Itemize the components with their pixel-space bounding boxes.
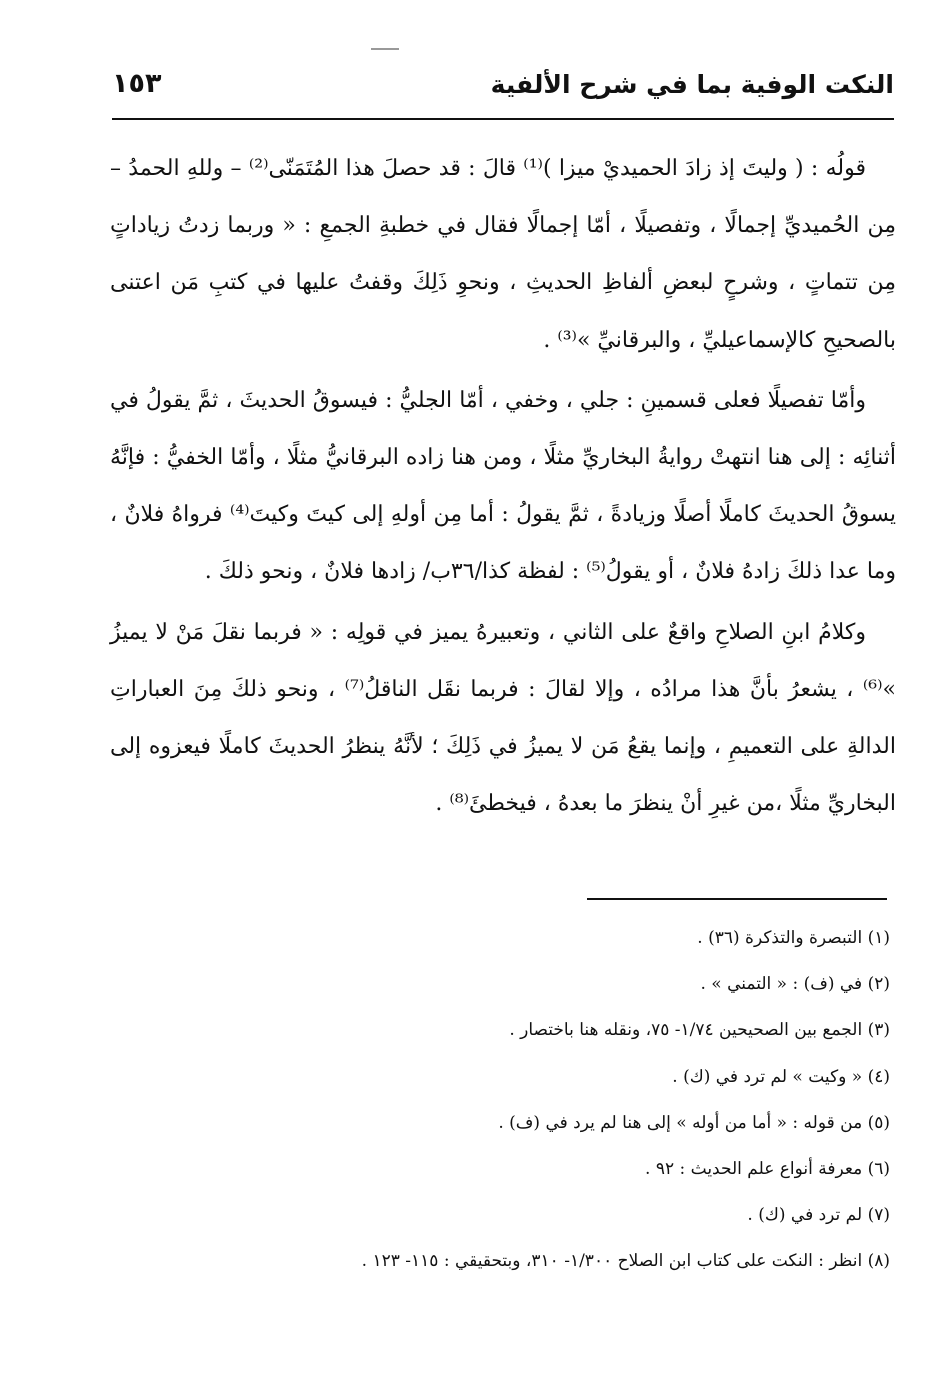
footnote: (٤) « وكيت » لم ترد في (ك) . bbox=[672, 1066, 890, 1087]
main-text bbox=[110, 140, 896, 832]
page-number: ١٥٣ bbox=[112, 68, 162, 99]
footnotes bbox=[120, 915, 890, 1285]
page-header bbox=[112, 62, 894, 112]
page-top-mark bbox=[371, 48, 399, 50]
running-title: النكت الوفية بما في شرح الألفية bbox=[490, 70, 894, 99]
paragraph: وأمّا تفصيلًا فعلى قسمينِ : جلي ، وخفي ، أمّا الجليُّ : فيسوقُ الحديثَ ، ثمَّ يقولُ في أثنائِه : إلى هنا انتهتْ روايةُ البخاريِّ مثلًا ، ومن هنا زاده البرقانيُّ مثلًا ، وأمّا الخفيُّ : فإنَّهُ يسوقُ الحديثَ كاملًا أصلًا وزيادةً ، ثمَّ يقولُ : أما مِن أولهِ إلى كيتَ وكيتَ⁽⁴⁾ فرواهُ فلانٌ ، وما عدا ذلكَ زادهُ فلانٌ ، أو يقولُ⁽⁵⁾ : لفظة كذا/٣٦ب/ زادها فلانٌ ، ونحو ذلكَ . bbox=[110, 387, 897, 585]
footnote: (١) التبصرة والتذكرة (٣٦) . bbox=[697, 928, 890, 948]
footnote: (٨) انظر : النكت على كتاب ابن الصلاح ١/٣٠٠- ٣١٠، وبتحقيقي : ١١٥- ١٢٣ . bbox=[361, 1251, 890, 1272]
footnote: (٣) الجمع بين الصحيحين ١/٧٤- ٧٥، ونقله هنا باختصار . bbox=[509, 1020, 890, 1041]
footnote: (٦) معرفة أنواع علم الحديث : ٩٢ . bbox=[645, 1159, 890, 1180]
paragraph: قولُه : ( وليتَ إذ زادَ الحميديْ ميزا )⁽¹⁾ قالَ : قد حصلَ هذا المُتَمَنّى⁽²⁾ – وللهِ الحمدُ – مِن الحُميديِّ إجمالًا ، وتفصيلًا ، أمّا إجمالًا فقال في خطبةِ الجمعِ : « وربما زدتُ زياداتٍ مِن تتماتٍ ، وشرحٍ لبعضِ ألفاظِ الحديثِ ، ونحوِ ذَلِكَ وقفتُ عليها في كتبِ مَن اعتنى بالصحيحِ كالإسماعيليِّ ، والبرقانيِّ »⁽³⁾ . bbox=[110, 156, 896, 353]
footnote: (٥) من قوله : « أما من أوله » إلى هنا لم يرد في (ف) . bbox=[498, 1112, 890, 1133]
footnote: (٢) في (ف) : « التمني » . bbox=[700, 974, 890, 995]
footnote-separator bbox=[587, 898, 887, 900]
header-rule bbox=[112, 118, 894, 120]
paragraph: وكلامُ ابنِ الصلاحِ واقعٌ على الثاني ، وتعبيرهُ يميز في قولِه : « فربما نقلَ مَنْ لا يميزُ »⁽⁶⁾ ، يشعرُ بأنَّ هذا مرادُه ، وإلا لقالَ : فربما نقَل الناقلُ⁽⁷⁾ ، ونحو ذلكَ مِنَ العباراتِ الدالةِ على التعميمِ ، وإنما يقعُ مَن لا يميزُ في ذَلِكَ ؛ لأنَّهُ ينظرُ الحديثَ كاملًا فيعزوه إلى البخاريِّ مثلًا ،من غيرِ أنْ ينظرَ ما بعدهُ ، فيخطئَ⁽⁸⁾ . bbox=[110, 619, 896, 817]
footnote: (٧) لم ترد في (ك) . bbox=[747, 1205, 890, 1226]
